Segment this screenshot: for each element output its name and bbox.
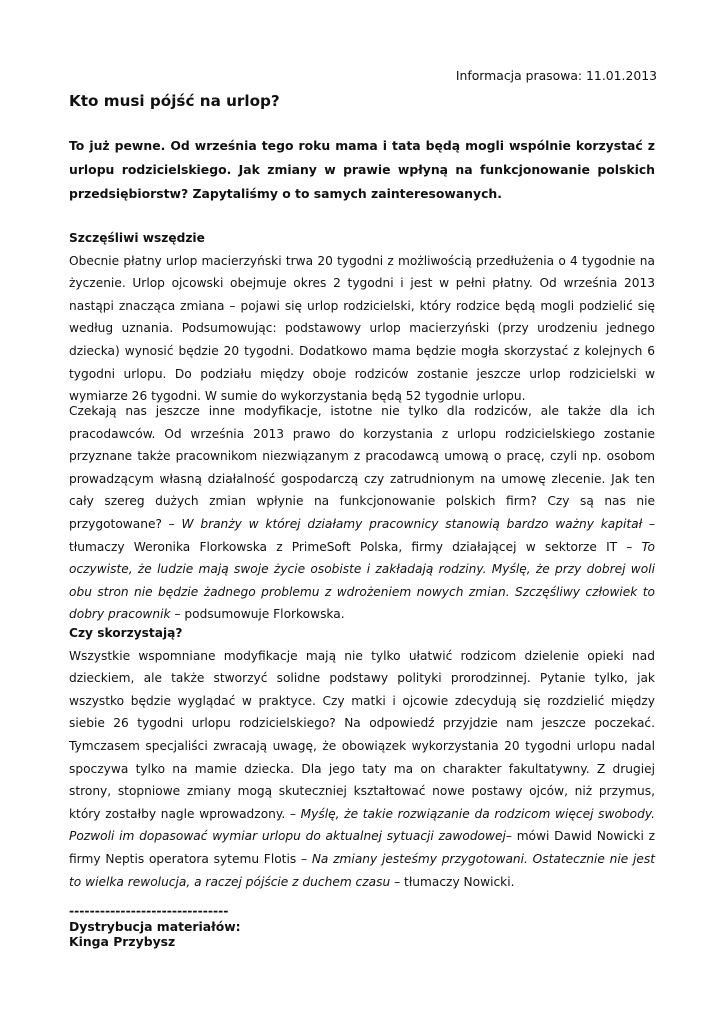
section-paragraph	[69, 645, 655, 894]
section-modyfikacje	[69, 400, 655, 626]
footer-label: Dystrybucja materiałów:	[69, 918, 241, 934]
distribution-footer	[69, 903, 241, 950]
footer-name: Kinga Przybysz	[69, 934, 176, 949]
paragraph-text: – tłumaczy Nowicki.	[390, 874, 515, 889]
section-heading: Szczęśliwi wszędzie	[69, 231, 205, 245]
page-title: Kto musi pójść na urlop?	[69, 92, 280, 110]
quote-text: W branży w której działamy pracownicy stanowią bardzo ważny kapitał	[181, 516, 643, 531]
quote-text: Na zmiany jesteśmy przygotowani. Ostatecznie nie jest to wielka rewolucja, a raczej pójście z duchem czasu	[69, 851, 655, 889]
quote-text: Myślę, że takie rozwiązanie da rodzicom więcej swobody. Pozwoli im dopasować wymiar urlopu do aktualnej sytuacji zawodowej	[69, 806, 655, 844]
section-szczesliwi-wszedzie	[69, 227, 655, 408]
section-paragraph: Obecnie płatny urlop macierzyński trwa 20 tygodni z możliwością przedłużenia o 4 tygodnie na życzenie. Urlop ojcowski obejmuje okres 2 tygodni i jest w pełni płatny. Od września 2013 nastąpi znacząca zmiana – pojawi się urlop rodzicielski, który rodzice będą mogli podzielić się według uznania. Podsumowując: podstawowy urlop macierzyński (przy urodzeniu jednego dziecka) wynosić będzie 20 tygodni. Dodatkowo mama będzie mogła skorzystać z kolejnych 6 tygodni urlopu. Do podziału między oboje rodziców zostanie jeszcze urlop rodzicielski w wymiarze 26 tygodni. W sumie do wykorzystania będą 52 tygodnie urlopu.	[69, 253, 655, 404]
paragraph-text: – tłumaczy Weronika Florkowska z PrimeSoft Polska, firmy działającej w sektorze IT –	[69, 516, 655, 554]
footer-divider: -------------------------------	[69, 903, 229, 918]
paragraph-text: Wszystkie wspomniane modyfikacje mają nie tylko ułatwić rodzicom dzielenie opieki nad dzieckiem, ale także stworzyć solidne podstawy polityki prorodzinnej. Pytanie tylko, jak wszystko będzie wyglądać w praktyce. Czy matki i ojcowie zdecydują się rozdzielić między siebie 26 tygodni urlopu rodzicielskiego? Na odpowiedź przyjdzie nam jeszcze poczekać. Tymczasem specjaliści zwracają uwagę, że obowiązek wykorzystania 20 tygodni urlopu nadal spoczywa tylko na mamie dziecka. Dla jego taty ma on charakter fakultatywny. Z drugiej strony, stopniowe zmiany mogą skuteczniej kształtować nowe postawy ojców, niż przymus, który zostałby nagle wprowadzony. –	[69, 648, 655, 821]
section-paragraph	[69, 400, 655, 626]
section-czy-skorzystaja	[69, 622, 655, 893]
paragraph-text: – mówi Dawid Nowicki z firmy Neptis operatora sytemu Flotis –	[69, 829, 655, 866]
lead-paragraph: To już pewne. Od września tego roku mama i tata będą mogli wspólnie korzystać z urlopu rodzicielskiego. Jak zmiany w prawie wpłyną na funkcjonowanie polskich przedsiębiorstw? Zapytaliśmy o to samych zainteresowanych.	[69, 138, 655, 201]
paragraph-text: Czekają nas jeszcze inne modyfikacje, istotne nie tylko dla rodziców, ale także dla ich pracodawców. Od września 2013 prawo do korzystania z urlopu rodzicielskiego zostanie przyznane także pracownikom niezwiązanym z pracodawcą umową o pracę, czyli np. osobom prowadzącym własną działalność gospodarczą czy zatrudnionym na umowę zlecenie. Jak ten cały szereg dużych zmian wpłynie na funkcjonowanie polskich firm? Czy są nas nie przygotowane? –	[69, 404, 655, 531]
paragraph-text: – podsumowuje Florkowska.	[170, 607, 345, 622]
section-heading: Czy skorzystają?	[69, 626, 183, 640]
quote-text: To oczywiste, że ludzie mają swoje życie osobiste i zakładają rodziny. Myślę, że przy dobrej woli obu stron nie będzie żadnego problemu z wdrożeniem nowych zmian. Szczęśliwy człowiek to dobry pracownik	[69, 539, 655, 622]
press-release-date: Informacja prasowa: 11.01.2013	[455, 68, 657, 83]
